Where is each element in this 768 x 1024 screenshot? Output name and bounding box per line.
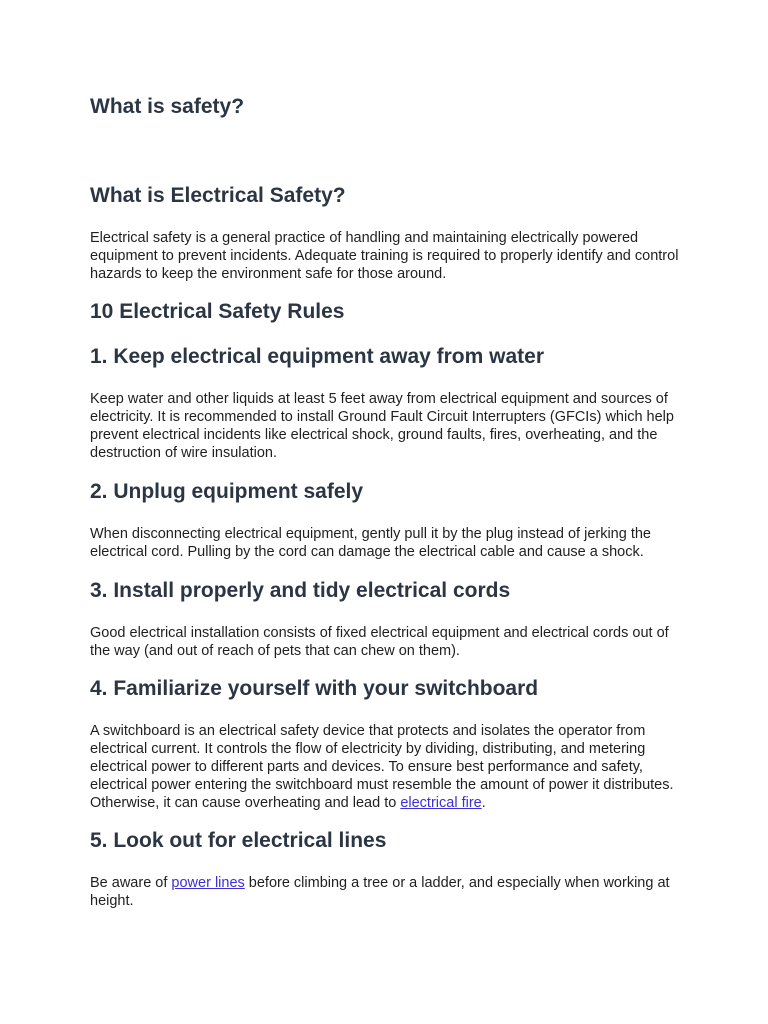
rule4-text-end: . [481, 795, 486, 811]
rule3-title: 3. Install properly and tidy electrical cords [90, 579, 511, 602]
intro-paragraph: Electrical safety is a general practice of handling and maintaining electrically powered equipment to prevent incidents. Adequate training is required to properly identify and control hazards to keep the environment safe for those around. [90, 230, 679, 282]
heading-what-is-electrical-safety: What is Electrical Safety? [90, 184, 346, 207]
electrical-fire-link[interactable]: electrical fire [400, 795, 482, 811]
rule2-paragraph: When disconnecting electrical equipment, gently pull it by the plug instead of jerking the electrical cord. Pulling by the cord can damage the electrical cable and cause a shock. [90, 526, 651, 560]
rule2-title: 2. Unplug equipment safely [90, 480, 364, 503]
rule4-title: 4. Familiarize yourself with your switchboard [90, 677, 539, 700]
rule5-title: 5. Look out for electrical lines [90, 829, 387, 852]
heading-10-rules: 10 Electrical Safety Rules [90, 300, 345, 323]
rule4-paragraph [90, 722, 690, 812]
rule5-text: before climbing a tree or a ladder, and especially when working at height. [90, 875, 670, 909]
heading-what-is-safety: What is safety? [90, 95, 245, 118]
rule1-title: 1. Keep electrical equipment away from water [90, 345, 545, 368]
rule4-text: A switchboard is an electrical safety device that protects and isolates the operator from electrical current. It controls the flow of electricity by dividing, distributing, and metering electrical power to different parts and devices. To ensure best performance and safety, electrical power entering the switchboard must resemble the amount of power it distributes. Otherwise, it can cause overheating and lead to [90, 723, 674, 811]
rule3-paragraph: Good electrical installation consists of fixed electrical equipment and electrical cords out of the way (and out of reach of pets that can chew on them). [90, 625, 669, 659]
power-lines-link[interactable]: power lines [171, 875, 245, 891]
rule5-text-start: Be aware of [90, 875, 172, 891]
rule5-paragraph [90, 874, 690, 910]
rule1-paragraph: Keep water and other liquids at least 5 feet away from electrical equipment and sources of electricity. It is recommended to install Ground Fault Circuit Interrupters (GFCIs) which help prevent electrical incidents like electrical shock, ground faults, fires, overheating, and the destruction of wire insulation. [90, 391, 674, 461]
